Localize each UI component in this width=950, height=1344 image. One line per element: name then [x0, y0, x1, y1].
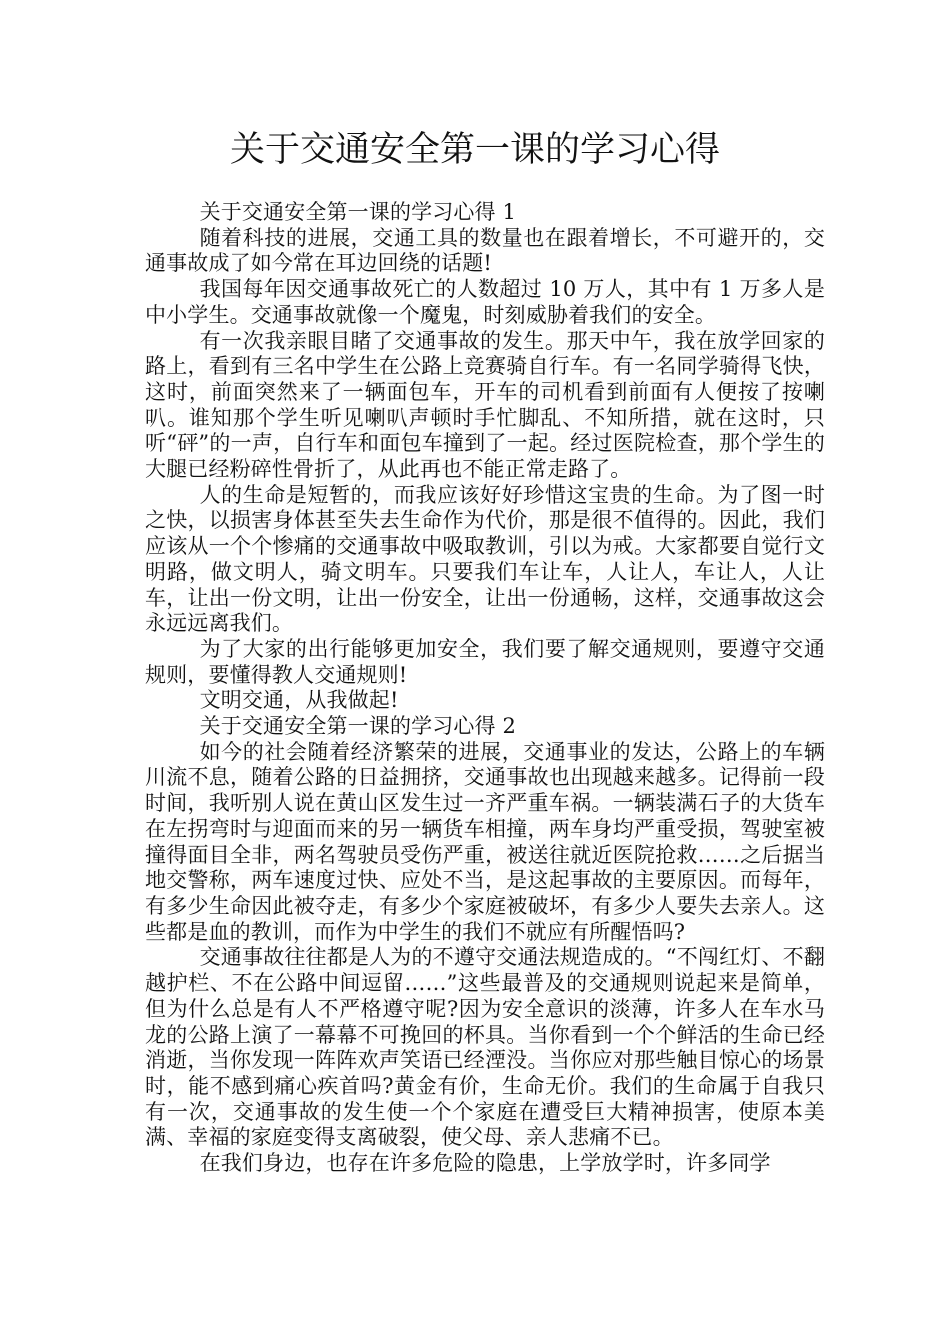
paragraph: 人的生命是短暂的，而我应该好好珍惜这宝贵的生命。为了图一时之快，以损害身体甚至失去生命作为代价，那是很不值得的。因此，我们应该从一个个惨痛的交通事故中吸取教训，引以为戒。大家都要自觉行文明路，做文明人，骑文明车。只要我们车让车，人让人，车让人，人让车，让出一份文明，让出一份安全，让出一份通畅，这样，交通事故这会永远远离我们。	[145, 482, 825, 636]
paragraph: 如今的社会随着经济繁荣的进展，交通事业的发达，公路上的车辆川流不息，随着公路的日益拥挤，交通事故也出现越来越多。记得前一段时间，我听别人说在黄山区发生过一齐严重车祸。一辆装满石子的大货车在左拐弯时与迎面而来的另一辆货车相撞，两车身均严重受损，驾驶室被撞得面目全非，两名驾驶员受伤严重，被送往就近医院抢救……之后据当地交警称，两车速度过快、应处不当，是这起事故的主要原因。而每年，有多少生命因此被夺走，有多少个家庭被破坏，有多少人要失去亲人。这些都是血的教训，而作为中学生的我们不就应有所醒悟吗?	[145, 739, 825, 944]
section-heading-1: 关于交通安全第一课的学习心得 1	[199, 200, 517, 224]
document-title: 关于交通安全第一课的学习心得	[229, 130, 720, 170]
slogan: 文明交通，从我做起!	[199, 688, 399, 713]
paragraph: 随着科技的进展，交通工具的数量也在跟着增长，不可避开的，交通事故成了如今常在耳边回绕的话题!	[145, 225, 825, 276]
paragraph: 交通事故往往都是人为的不遵守交通法规造成的。“不闯红灯、不翻越护栏、不在公路中间逗留……”这些最普及的交通规则说起来是简单，但为什么总是有人不严格遵守呢?因为安全意识的淡薄，许多人在车水马龙的公路上演了一幕幕不可挽回的杯具。当你看到一个个鲜活的生命已经消逝，当你发现一阵阵欢声笑语已经湮没。当你应对那些触目惊心的场景时，能不感到痛心疾首吗?黄金有价，生命无价。我们的生命属于自我只有一次，交通事故的发生使一个个家庭在遭受巨大精神损害，使原本美满、幸福的家庭变得支离破裂，使父母、亲人悲痛不已。	[145, 945, 825, 1150]
paragraph: 为了大家的出行能够更加安全，我们要了解交通规则，要遵守交通规则，要懂得教人交通规则!	[145, 636, 825, 687]
document-body	[145, 200, 825, 1177]
paragraph: 在我们身边，也存在许多危险的隐患，上学放学时，许多同学	[199, 1151, 771, 1176]
paragraph: 我国每年因交通事故死亡的人数超过 10 万人，其中有 1 万多人是中小学生。交通事故就像一个魔鬼，时刻威胁着我们的安全。	[145, 277, 825, 327]
section-heading-2: 关于交通安全第一课的学习心得 2	[199, 714, 517, 739]
paragraph: 有一次我亲眼目睹了交通事故的发生。那天中午，我在放学回家的路上，看到有三名中学生在公路上竞赛骑自行车。有一名同学骑得飞快，这时，前面突然来了一辆面包车，开车的司机看到前面有人便按了按喇叭。谁知那个学生听见喇叭声顿时手忙脚乱、不知所措，就在这时，只听“砰”的一声，自行车和面包车撞到了一起。经过医院检查，那个学生的大腿已经粉碎性骨折了，从此再也不能正常走路了。	[145, 328, 825, 482]
